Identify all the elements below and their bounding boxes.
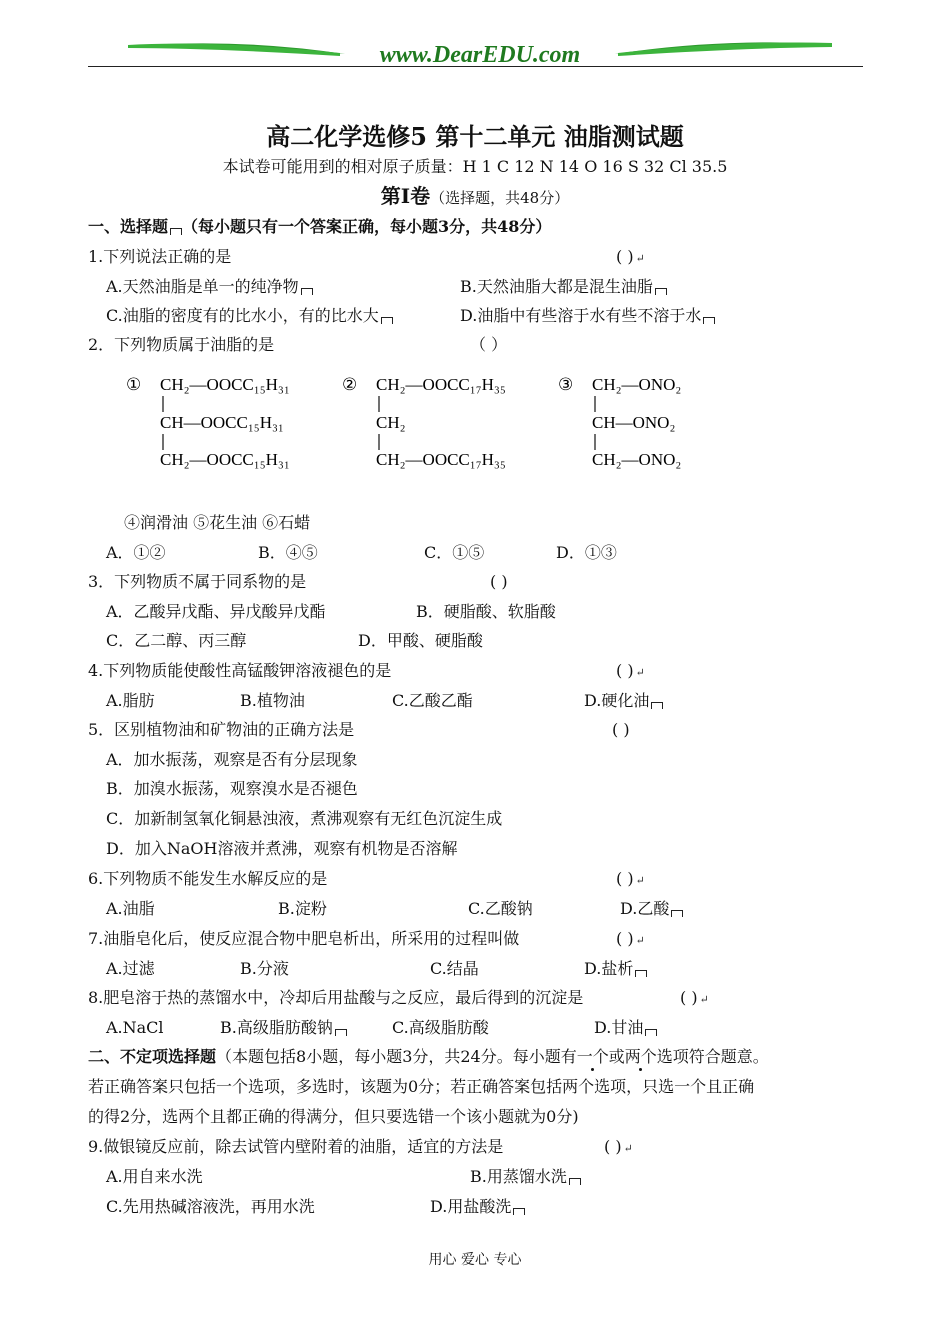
paragraph-mark-icon bbox=[635, 970, 647, 977]
q4-option-a: A.脂肪 bbox=[106, 691, 155, 710]
part-note: （选择题，共48分） bbox=[430, 189, 570, 207]
paragraph-mark-icon bbox=[671, 910, 683, 917]
paragraph-mark-icon bbox=[170, 228, 182, 235]
paragraph-mark-icon bbox=[703, 317, 715, 324]
paragraph-mark-icon bbox=[569, 1178, 581, 1185]
structure1-row2: CH—OOCC₁₅H₃₁ bbox=[160, 413, 284, 432]
structure1-row1: CH₂—OOCC₁₅H₃₁ bbox=[160, 375, 290, 394]
structure1-number: ① bbox=[126, 375, 142, 394]
q7-option-c: C.结晶 bbox=[430, 959, 479, 978]
q5-option-c: C．加新制氢氧化铜悬浊液，煮沸观察有无红色沉淀生成 bbox=[106, 809, 503, 828]
part-heading bbox=[0, 183, 950, 211]
site-name: www.DearEDU.com bbox=[379, 42, 581, 68]
q2-answer-paren[interactable]: （ ） bbox=[470, 335, 508, 354]
q7-answer-paren[interactable]: ( ) ↵ bbox=[616, 929, 645, 948]
q2-option-a: A．①② bbox=[106, 543, 166, 562]
q8-option-c: C.高级脂肪酸 bbox=[392, 1018, 489, 1037]
paragraph-mark-icon bbox=[301, 288, 313, 295]
q5-option-b: B．加溴水振荡，观察溴水是否褪色 bbox=[106, 779, 358, 798]
q6-option-b: B.淀粉 bbox=[278, 899, 327, 918]
part-label: 第Ⅰ卷 bbox=[380, 184, 431, 208]
paragraph-mark-icon bbox=[651, 702, 663, 709]
structure3-row2: CH—ONO₂ bbox=[592, 413, 676, 432]
q3-option-d: D．甲酸、硬脂酸 bbox=[358, 631, 483, 650]
section2-heading: 二、不定项选择题 bbox=[88, 1047, 217, 1066]
structure3-row3: CH₂—ONO₂ bbox=[592, 450, 682, 469]
header-logo bbox=[90, 34, 870, 70]
section1-heading: 一、选择题 （每小题只有一个答案正确，每小题3分，共48分） bbox=[88, 217, 552, 236]
q7-option-a: A.过滤 bbox=[106, 959, 155, 978]
return-arrow-icon: ↵ bbox=[635, 252, 645, 265]
section2-line3: 的得2分，选两个且都正确的得满分，但只要选错一个该小题就为0分) bbox=[88, 1107, 579, 1126]
q4-option-d: D.硬化油 bbox=[584, 690, 663, 712]
q9-stem: 9.做银镜反应前，除去试管内壁附着的油脂，适宜的方法是 bbox=[88, 1137, 504, 1156]
q8-option-d: D.甘油 bbox=[594, 1017, 657, 1039]
page-footer: 用心 爱心 专心 bbox=[428, 1252, 522, 1268]
paragraph-mark-icon bbox=[655, 288, 667, 295]
structure2-row2: CH₂ bbox=[376, 413, 406, 432]
structure1-row3: CH₂—OOCC₁₅H₃₁ bbox=[160, 450, 290, 469]
q8-answer-paren[interactable]: ( ) ↵ bbox=[680, 988, 709, 1007]
q2-option-d: D．①③ bbox=[556, 543, 617, 562]
emphasis-one: 一个 bbox=[576, 1047, 609, 1066]
section2-line1: 二、不定项选择题（本题包括8小题，每小题3分，共24分。每小题有一个或两个选项符合题意。 bbox=[88, 1047, 769, 1066]
q1-option-a: A.天然油脂是单一的纯净物 bbox=[106, 276, 313, 298]
subtitle: 本试卷可能用到的相对原子质量：H 1 C 12 N 14 O 16 S 32 Cl 35.5 bbox=[222, 157, 728, 176]
q4-option-c: C.乙酸乙酯 bbox=[392, 691, 473, 710]
q6-option-c: C.乙酸钠 bbox=[468, 899, 533, 918]
q9-option-d: D.用盐酸洗 bbox=[430, 1196, 525, 1218]
return-arrow-icon: ↵ bbox=[635, 666, 645, 679]
q7-option-b: B.分液 bbox=[240, 959, 289, 978]
q1-option-c: C.油脂的密度有的比水小，有的比水大 bbox=[106, 305, 393, 327]
q3-option-b: B．硬脂酸、软脂酸 bbox=[416, 602, 556, 621]
q9-option-b: B.用蒸馏水洗 bbox=[470, 1166, 581, 1188]
return-arrow-icon: ↵ bbox=[635, 874, 645, 887]
q4-answer-paren[interactable]: ( ) ↵ bbox=[616, 661, 645, 680]
q1-option-b: B.天然油脂大都是混生油脂 bbox=[460, 276, 667, 298]
structure-formulas bbox=[120, 370, 720, 480]
q8-option-b: B.高级脂肪酸钠 bbox=[220, 1017, 347, 1039]
q5-answer-paren[interactable]: ( ) bbox=[612, 720, 630, 739]
q2-option-b: B．④⑤ bbox=[258, 543, 318, 562]
header-rule bbox=[88, 66, 863, 67]
q9-option-a: A.用自来水洗 bbox=[106, 1167, 203, 1186]
q6-option-d: D.乙酸 bbox=[620, 898, 683, 920]
q6-stem: 6.下列物质不能发生水解反应的是 bbox=[88, 869, 328, 888]
q3-option-c: C．乙二醇、丙三醇 bbox=[106, 631, 247, 650]
paragraph-mark-icon bbox=[381, 317, 393, 324]
paragraph-mark-icon bbox=[513, 1208, 525, 1215]
return-arrow-icon: ↵ bbox=[623, 1142, 633, 1155]
q4-stem: 4.下列物质能使酸性高锰酸钾溶液褪色的是 bbox=[88, 661, 392, 680]
q6-answer-paren[interactable]: ( ) ↵ bbox=[616, 869, 645, 888]
q5-option-d: D．加入NaOH溶液并煮沸，观察有机物是否溶解 bbox=[106, 839, 458, 858]
structure2-number: ② bbox=[342, 375, 358, 394]
structure2-row3: CH₂—OOCC₁₇H₃₅ bbox=[376, 450, 506, 469]
q5-stem: 5．区别植物油和矿物油的正确方法是 bbox=[88, 720, 355, 739]
q2-option-c: C．①⑤ bbox=[424, 543, 485, 562]
q1-option-d: D.油脂中有些溶于水有些不溶于水 bbox=[460, 305, 715, 327]
q6-option-a: A.油脂 bbox=[106, 899, 155, 918]
emphasis-two: 两个 bbox=[624, 1047, 657, 1066]
q4-option-b: B.植物油 bbox=[240, 691, 305, 710]
return-arrow-icon: ↵ bbox=[635, 934, 645, 947]
page-title: 高二化学选修5 第十二单元 油脂测试题 bbox=[266, 122, 684, 151]
paragraph-mark-icon bbox=[335, 1029, 347, 1036]
q3-option-a: A．乙酸异戊酯、异戊酸异戊酯 bbox=[106, 602, 326, 621]
section2-line2: 若正确答案只包括一个选项，多选时，该题为0分；若正确答案包括两个选项，只选一个且正确 bbox=[88, 1077, 755, 1096]
q9-answer-paren[interactable]: ( ) ↵ bbox=[604, 1137, 633, 1156]
return-arrow-icon: ↵ bbox=[699, 993, 709, 1006]
q5-option-a: A．加水振荡，观察是否有分层现象 bbox=[106, 750, 358, 769]
q7-stem: 7.油脂皂化后，使反应混合物中肥皂析出，所采用的过程叫做 bbox=[88, 929, 520, 948]
q8-stem: 8.肥皂溶于热的蒸馏水中，冷却后用盐酸与之反应，最后得到的沉淀是 bbox=[88, 988, 584, 1007]
q3-answer-paren[interactable]: ( ) bbox=[490, 572, 508, 591]
q7-option-d: D.盐析 bbox=[584, 958, 647, 980]
q3-stem: 3．下列物质不属于同系物的是 bbox=[88, 572, 307, 591]
q2-other-substances: ④润滑油 ⑤花生油 ⑥石蜡 bbox=[124, 513, 311, 532]
paragraph-mark-icon bbox=[645, 1029, 657, 1036]
q1-stem: 1.下列说法正确的是 bbox=[88, 247, 232, 266]
q1-answer-paren[interactable]: ( ) ↵ bbox=[616, 247, 645, 266]
q8-option-a: A.NaCl bbox=[106, 1018, 164, 1037]
q9-option-c: C.先用热碱溶液洗，再用水洗 bbox=[106, 1197, 315, 1216]
structure3-number: ③ bbox=[558, 375, 574, 394]
q2-stem: 2．下列物质属于油脂的是 bbox=[88, 335, 275, 354]
structure2-row1: CH₂—OOCC₁₇H₃₅ bbox=[376, 375, 506, 394]
structure3-row1: CH₂—ONO₂ bbox=[592, 375, 682, 394]
